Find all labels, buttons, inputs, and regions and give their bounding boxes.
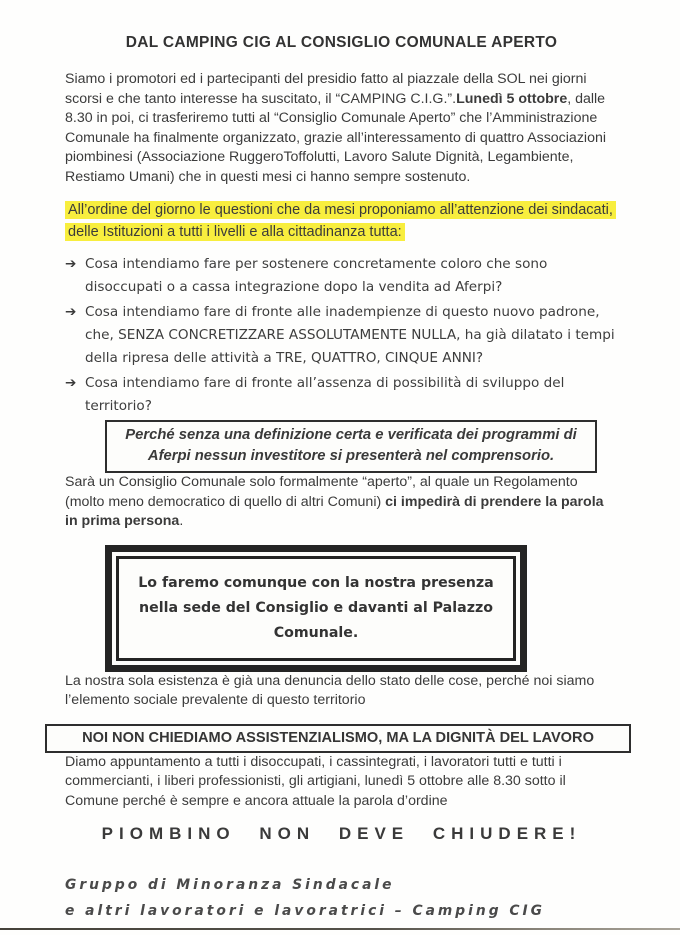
question-item-1 (65, 253, 618, 299)
arrow-icon: ➔ (65, 375, 77, 391)
signature-line-2: e altri lavoratori e lavoratrici – Camping CIG (65, 903, 545, 919)
signature-line-1: Gruppo di Minoranza Sindacale (65, 877, 395, 893)
intro-text-2: , dalle 8.30 in poi, ci trasferiremo tutti al “Consiglio Comunale Aperto” che l’Amministrazione Comunale ha finalmente organizzato, grazie all’interessamento di quattro Associazioni piombinesi (Associazione RuggeroToffolutti, Lavoro Salute Dignità, Legambiente, Restiamo Umani) che in questi mesi ci hanno sempre sostenuto. (65, 90, 607, 185)
dignity-banner: NOI NON CHIEDIAMO ASSISTENZIALISMO, MA LA DIGNITÀ DEL LAVORO (45, 724, 631, 753)
consiglio-text-2: . (179, 513, 184, 529)
question-item-2 (65, 301, 618, 370)
appointment-paragraph: Diamo appuntamento a tutti i disoccupati, i cassintegrati, i lavoratori tutti e tutti i commercianti, i liberi professionisti, gli artigiani, lunedì 5 ottobre alle 8.30 sotto il Comune perché è sempre e ancora attuale la parola d’ordine (65, 753, 566, 809)
presence-box (105, 545, 527, 672)
question-text-3: Cosa intendiamo fare di fronte all’assenza di possibilità di sviluppo del territorio? (85, 375, 565, 414)
question-item-3 (65, 372, 618, 418)
intro-paragraph (65, 70, 618, 187)
intro-text-1: Siamo i promotori ed i partecipanti del presidio fatto al piazzale della SOL nei giorni scorsi e che tanto interesse ha suscitato, il “CAMPING C.I.G.”. (65, 71, 587, 107)
question-list (65, 253, 618, 418)
consiglio-bold: ci impedirà di prendere la parola in prima persona (65, 493, 604, 529)
slogan: PIOMBINO NON DEVE CHIUDERE! (101, 824, 582, 843)
scan-edge-line (0, 928, 680, 930)
page-title: DAL CAMPING CIG AL CONSIGLIO COMUNALE APERTO (125, 34, 558, 51)
consiglio-text-1: Sarà un Consiglio Comunale solo formalmente “aperto”, al quale un Regolamento (molto meno democratico di quello di altri Comuni) (65, 474, 578, 510)
arrow-icon: ➔ (65, 304, 77, 320)
presence-box-text: Lo faremo comunque con la nostra presenza nella sede del Consiglio e davanti al Palazzo Comunale. (116, 556, 516, 661)
question-text-2: Cosa intendiamo fare di fronte alle inadempienze di questo nuovo padrone, che, SENZA CONCRETIZZARE ASSOLUTAMENTE NULLA, ha già dilatato i tempi della ripresa delle attività a TRE, QUATTRO, CINQUE ANNI? (85, 304, 615, 366)
esistenza-paragraph: La nostra sola esistenza è già una denuncia dello stato delle cose, perché noi siamo l’elemento sociale prevalente di questo territorio (65, 672, 595, 708)
signature (65, 872, 618, 924)
agenda-paragraph (65, 200, 618, 243)
programs-warning-box: Perché senza una definizione certa e verificata dei programmi di Aferpi nessun investitore si presenterà nel comprensorio. (105, 420, 597, 473)
arrow-icon: ➔ (65, 256, 77, 272)
agenda-highlight: All’ordine del giorno le questioni che da mesi proponiamo all’attenzione dei sindacati, delle Istituzioni a tutti i livelli e alla cittadinanza tutta: (65, 201, 616, 241)
intro-bold-date: Lunedì 5 ottobre (456, 90, 568, 107)
consiglio-paragraph (65, 473, 618, 532)
question-text-1: Cosa intendiamo fare per sostenere concretamente coloro che sono disoccupati o a cassa integrazione dopo la vendita ad Aferpi? (85, 256, 548, 295)
